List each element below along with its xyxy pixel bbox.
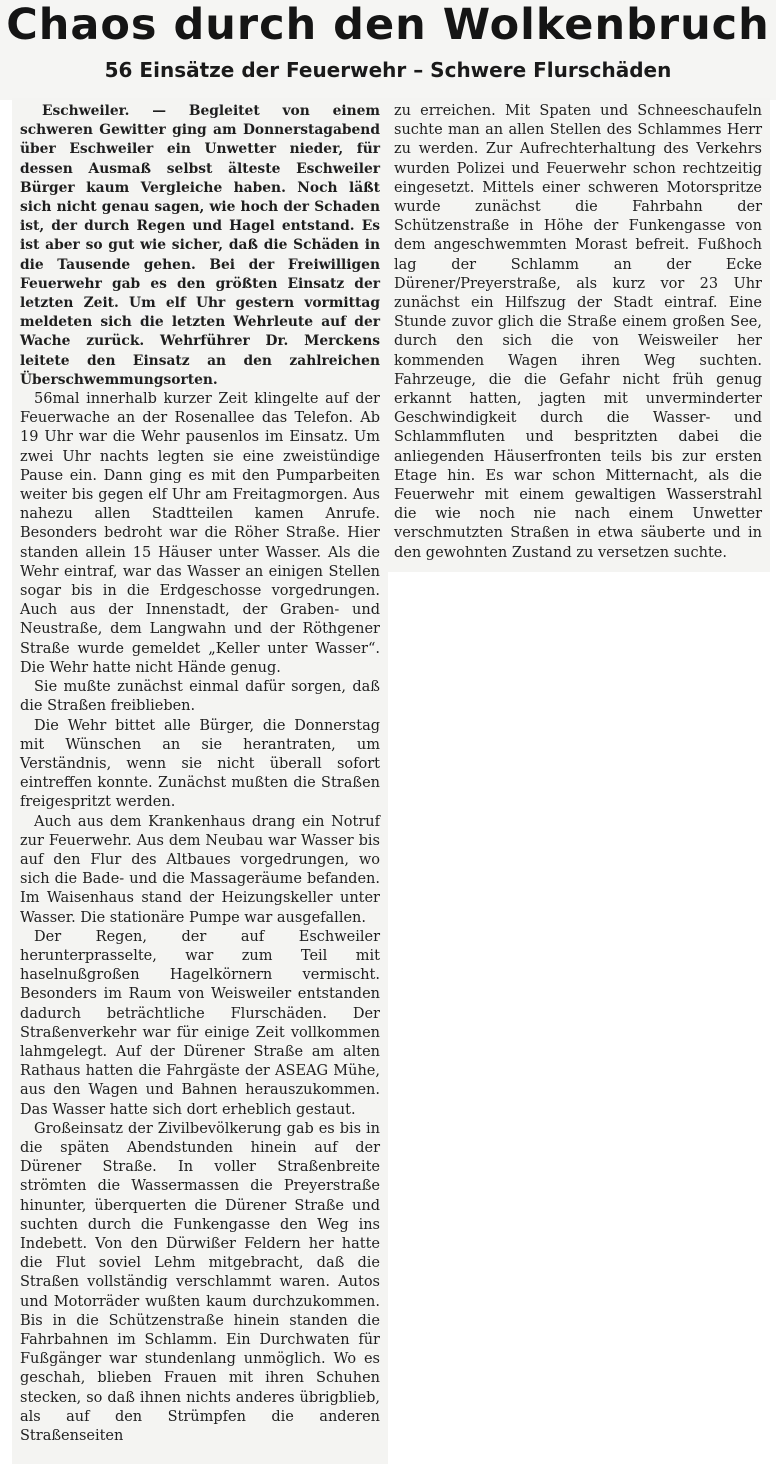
paragraph: zu erreichen. Mit Spaten und Schneeschaufeln suchte man an allen Stellen des Schlammes Herr zu werden. Zur Aufrechterhaltung des Verkehrs wurden Polizei und Feuerwehr schon rechtzeitig eingesetzt. Mittels einer schweren Motorspritze wurde zunächst die Fahrbahn der Schützenstraße in Höhe der Funkengasse von dem angeschwemmten Morast befreit. Fußhoch lag der Schlamm an der Ecke Dürener/Preyerstraße, als kurz vor 23 Uhr zunächst ein Hilfszug der Stadt eintraf. Eine Stunde zuvor glich die Straße einem großen See, durch den sich die von Weisweiler her kommenden Wagen ihren Weg suchten. Fahrzeuge, die die Gefahr nicht früh genug erkannt hatten, jagten mit unverminderter Geschwindigkeit durch die Wasser- und Schlammfluten und bespritzten dabei die anliegenden Häuserfronten teils bis zur ersten Etage hin. Es war schon Mitternacht, als die Feuerwehr mit einem gewaltigen Wasserstrahl die wie noch nie nach einem Unwetter verschmutzten Straßen in etwa säuberte und in den gewohnten Zustand zu versetzen suchte. <box>394 103 762 561</box>
paragraph: 56mal innerhalb kurzer Zeit klingelte auf der Feuerwache an der Rosenallee das Telefon. Ab 19 Uhr war die Wehr pausenlos im Einsatz. Um zwei Uhr nachts legten sie eine zweistündige Pause ein. Dann ging es mit den Pumparbeiten weiter bis gegen elf Uhr am Freitagmorgen. Aus nahezu allen Stadtteilen kamen Anrufe. Besonders bedroht war die Röher Straße. Hier standen allein 15 Häuser unter Wasser. Als die Wehr eintraf, war das Wasser an einigen Stellen sogar bis in die Erdgeschosse vorgedrungen. Auch aus der Innenstadt, der Graben- und Neustraße, dem Langwahn und der Röthgener Straße wurde gemeldet „Keller unter Wasser“. Die Wehr hatte nicht Hände genug. <box>20 391 380 676</box>
paragraph: Die Wehr bittet alle Bürger, die Donnerstag mit Wünschen an sie herantraten, um Verständnis, wenn sie nicht überall sofort eintreffen konnte. Zunächst mußten die Straßen freigespritzt werden. <box>20 717 380 811</box>
lead-paragraph: Eschweiler. — Begleitet von einem schweren Gewitter ging am Donnerstagabend über Eschweiler ein Unwetter nieder, für dessen Ausmaß selbst älteste Eschweiler Bürger kaum Vergleiche haben. Noch läßt sich nicht genau sagen, wie hoch der Schaden ist, der durch Regen und Hagel entstand. Es ist aber so gut wie sicher, daß die Schäden in die Tausende gehen. Bei der Freiwilligen Feuerwehr gab es den größten Einsatz der letzten Zeit. Um elf Uhr gestern vormittag meldeten sich die letzten Wehrleute auf der Wache zurück. Wehrführer Dr. Merckens leitete den Einsatz an den zahlreichen Überschwemmungsorten. <box>20 103 380 388</box>
paragraph: Sie mußte zunächst einmal dafür sorgen, daß die Straßen freiblieben. <box>20 679 380 715</box>
paragraph: Der Regen, der auf Eschweiler herunterprasselte, war zum Teil mit haselnußgroßen Hagelkörnern vermischt. Besonders im Raum von Weisweiler entstanden dadurch beträchtliche Flurschäden. Der Straßenverkehr war für einige Zeit vollkommen lahmgelegt. Auf der Dürener Straße am alten Rathaus hatten die Fahrgäste der ASEAG Mühe, aus den Wagen und Bahnen herauszukommen. Das Wasser hatte sich dort erheblich gestaut. <box>20 928 380 1118</box>
paragraph: Auch aus dem Krankenhaus drang ein Notruf zur Feuerwehr. Aus dem Neubau war Wasser bis auf den Flur des Altbaues vorgedrungen, wo sich die Bade- und die Massageräume befanden. Im Waisenhaus stand der Heizungskeller unter Wasser. Die stationäre Pumpe war ausgefallen. <box>20 813 380 926</box>
subheadline: 56 Einsätze der Feuerwehr – Schwere Flurschäden <box>104 58 672 82</box>
article-column-right <box>386 98 770 572</box>
headline: Chaos durch den Wolkenbruch <box>6 0 770 50</box>
article-column-left <box>12 98 388 1464</box>
headline-area <box>0 0 776 100</box>
paragraph: Großeinsatz der Zivilbevölkerung gab es bis in die späten Abendstunden hinein auf der Dürener Straße. In voller Straßenbreite strömten die Wassermassen die Preyerstraße hinunter, überquerten die Dürener Straße und suchten durch die Funkengasse den Weg ins Indebett. Von den Dürwißer Feldern her hatte die Flut soviel Lehm mitgebracht, daß die Straßen vollständig verschlammt waren. Autos und Motorräder wußten kaum durchzukommen. Bis in die Schützenstraße hinein standen die Fahrbahnen im Schlamm. Ein Durchwaten für Fußgänger war stundenlang unmöglich. Wo es geschah, blieben Frauen mit ihren Schuhen stecken, so daß ihnen nichts anderes übrigblieb, als auf den Strümpfen die anderen Straßenseiten <box>20 1120 380 1445</box>
